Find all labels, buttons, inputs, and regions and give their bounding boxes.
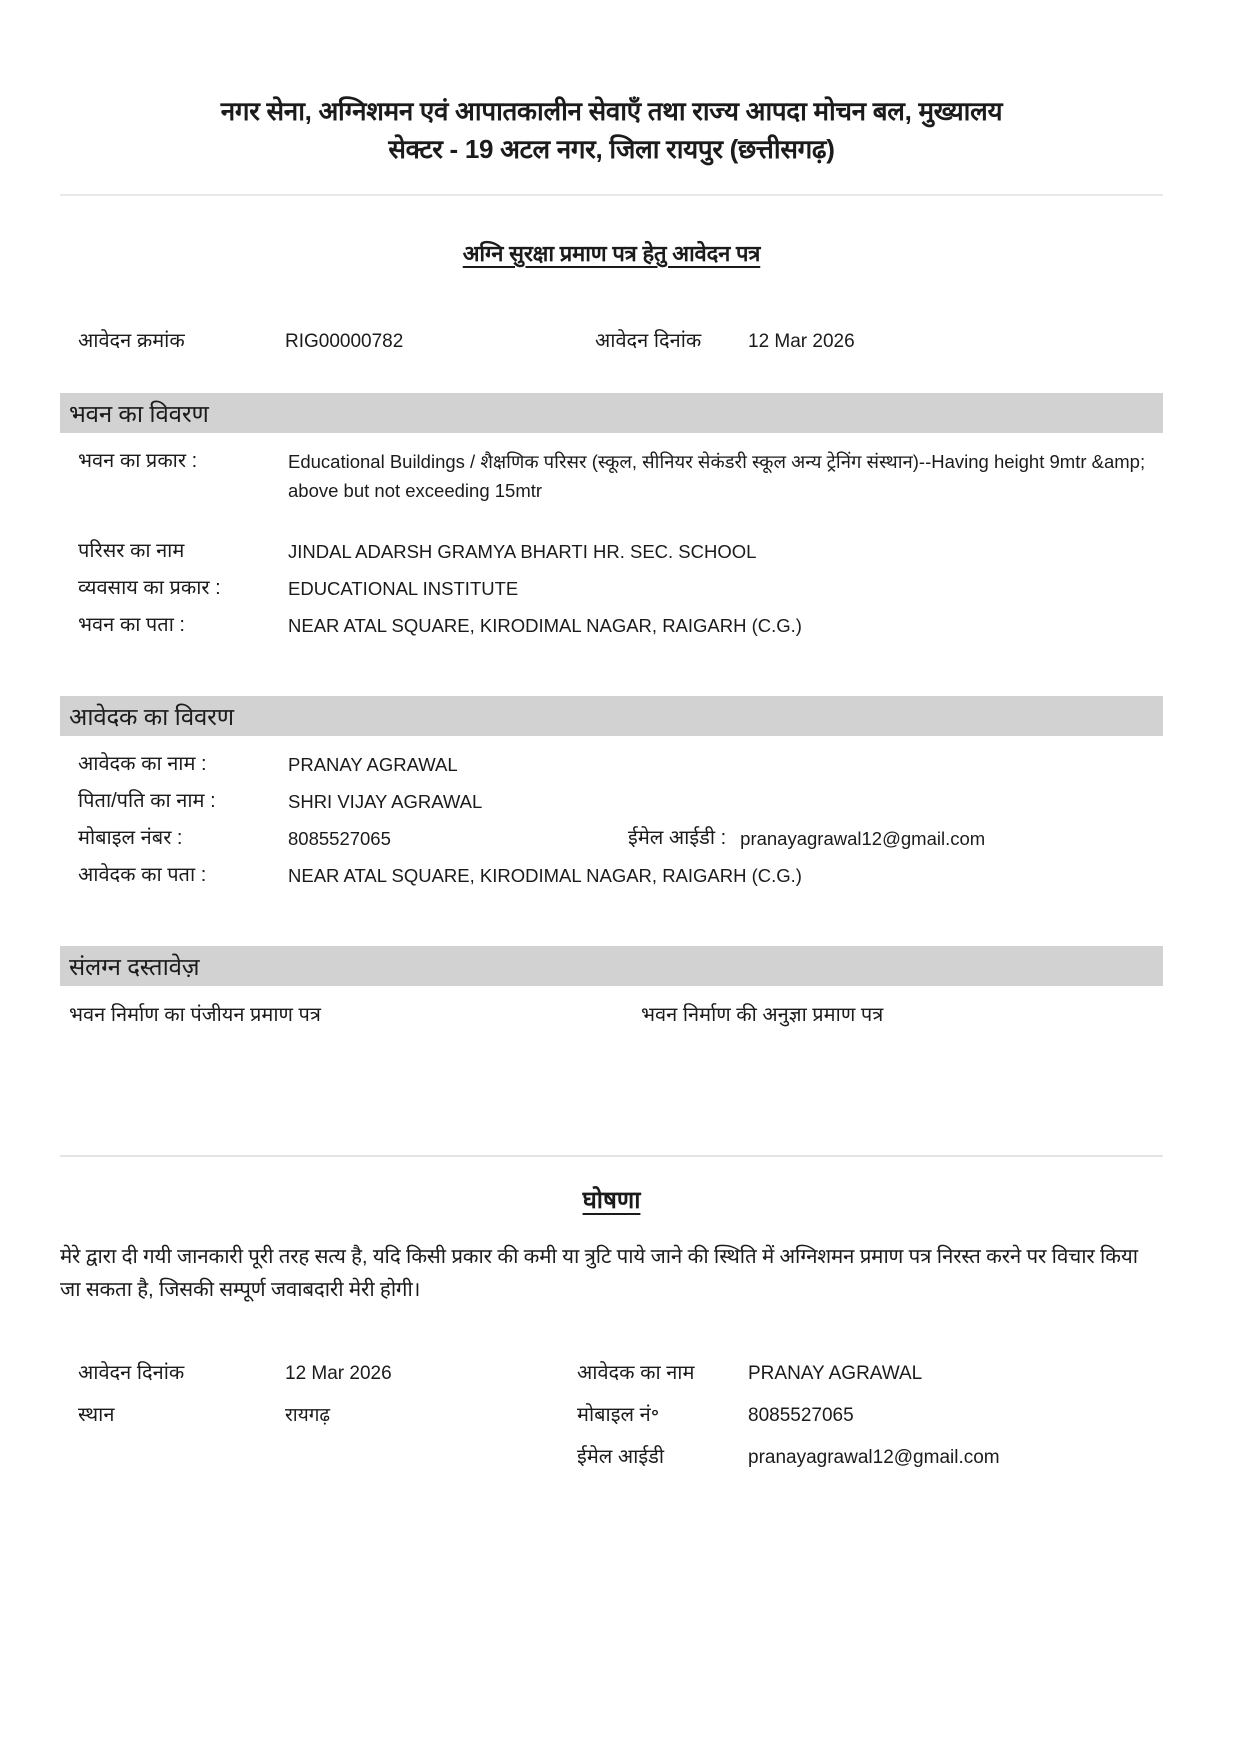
occupancy-type-row (60, 574, 1163, 603)
applicant-address-row (60, 861, 1163, 890)
header-title-line1: नगर सेना, अग्निशमन एवं आपातकालीन सेवाएँ तथा राज्य आपदा मोचन बल, मुख्यालय (220, 96, 1003, 126)
occupancy-type-value: EDUCATIONAL INSTITUTE (288, 578, 519, 599)
attached-documents-row (60, 1000, 1163, 1027)
form-subtitle: अग्नि सुरक्षा प्रमाण पत्र हेतु आवेदन पत्र (462, 241, 761, 266)
occupancy-type-label: व्यवसाय का प्रकार : (78, 577, 221, 599)
building-address-label: भवन का पता : (78, 614, 185, 636)
premises-name-row (60, 537, 1163, 566)
footer-mobile-value: 8085527065 (748, 1405, 854, 1426)
footer-applicant-name-value: PRANAY AGRAWAL (748, 1363, 923, 1384)
mobile-email-row (60, 824, 1163, 853)
applicant-address-label: आवेदक का पता : (78, 864, 207, 886)
father-name-value: SHRI VIJAY AGRAWAL (288, 791, 483, 812)
applicant-rows (60, 750, 1163, 890)
applicant-name-label: आवेदक का नाम : (78, 753, 207, 775)
application-number-value: RIG00000782 (285, 331, 404, 352)
applicant-name-row (60, 750, 1163, 779)
application-number-label: आवेदन क्रमांक (78, 330, 185, 352)
footer-place-label: स्थान (78, 1404, 115, 1426)
footer-date-label: आवेदन दिनांक (78, 1362, 185, 1384)
application-meta-row (60, 326, 1163, 353)
signature-block (60, 1358, 1163, 1469)
email-id-value: pranayagrawal12@gmail.com (740, 828, 986, 849)
declaration-title: घोषणा (582, 1187, 641, 1214)
building-type-value: Educational Buildings / शैक्षणिक परिसर (स्कूल, सीनियर सेकंडरी स्कूल अन्य ट्रेनिंग संस्थान)--Having height 9mtr &amp; above but not exceeding 15mtr (288, 451, 1146, 501)
header-title-line2: सेक्टर - 19 अटल नगर, जिला रायपुर (छत्तीसगढ़) (388, 134, 835, 164)
header-divider (60, 194, 1163, 196)
footer-place-value: रायगढ़ (285, 1405, 331, 1426)
footer-date-value: 12 Mar 2026 (285, 1363, 392, 1384)
section-building-title: भवन का विवरण (69, 400, 209, 428)
section-building-details (60, 393, 1163, 433)
application-date-label: आवेदन दिनांक (595, 330, 702, 352)
declaration-text: मेरे द्वारा दी गयी जानकारी पूरी तरह सत्य है, यदि किसी प्रकार की कमी या त्रुटि पाये जाने की स्थिति में अग्निशमन प्रमाण पत्र निरस्त करने पर विचार किया जा सकता है, जिसकी सम्पूर्ण जवाबदारी मेरी होगी। (60, 1245, 1138, 1301)
father-name-row (60, 787, 1163, 816)
email-id-label: ईमेल आईडी : (628, 827, 727, 849)
declaration-divider (60, 1155, 1163, 1157)
building-type-row (60, 447, 1163, 505)
mobile-number-value: 8085527065 (288, 828, 391, 849)
premises-name-label: परिसर का नाम (78, 540, 185, 562)
document-item-permission: भवन निर्माण की अनुज्ञा प्रमाण पत्र (641, 1004, 884, 1026)
applicant-address-value: NEAR ATAL SQUARE, KIRODIMAL NAGAR, RAIGARH (C.G.) (288, 865, 802, 886)
application-form-document (60, 0, 1163, 1469)
section-attached-documents (60, 946, 1163, 986)
section-applicant-title: आवेदक का विवरण (69, 703, 234, 731)
father-name-label: पिता/पति का नाम : (78, 790, 216, 812)
applicant-name-value: PRANAY AGRAWAL (288, 754, 458, 775)
section-documents-title: संलग्न दस्तावेज़ (69, 953, 200, 981)
footer-email-value: pranayagrawal12@gmail.com (748, 1447, 1000, 1468)
building-type-label: भवन का प्रकार : (78, 450, 198, 472)
application-date-value: 12 Mar 2026 (748, 331, 855, 352)
building-address-row (60, 611, 1163, 640)
footer-row-2 (60, 1400, 1163, 1427)
section-applicant-details (60, 696, 1163, 736)
building-rows (60, 447, 1163, 640)
mobile-number-label: मोबाइल नंबर : (78, 827, 183, 849)
footer-email-label: ईमेल आईडी (577, 1446, 665, 1468)
premises-name-value: JINDAL ADARSH GRAMYA BHARTI HR. SEC. SCHOOL (288, 541, 757, 562)
building-address-value: NEAR ATAL SQUARE, KIRODIMAL NAGAR, RAIGARH (C.G.) (288, 615, 802, 636)
footer-row-1 (60, 1358, 1163, 1385)
department-header-title (60, 92, 1163, 168)
footer-mobile-label: मोबाइल नं॰ (577, 1404, 660, 1426)
footer-applicant-name-label: आवेदक का नाम (577, 1362, 695, 1384)
footer-row-3 (60, 1442, 1163, 1469)
document-item-registration: भवन निर्माण का पंजीयन प्रमाण पत्र (69, 1004, 321, 1026)
